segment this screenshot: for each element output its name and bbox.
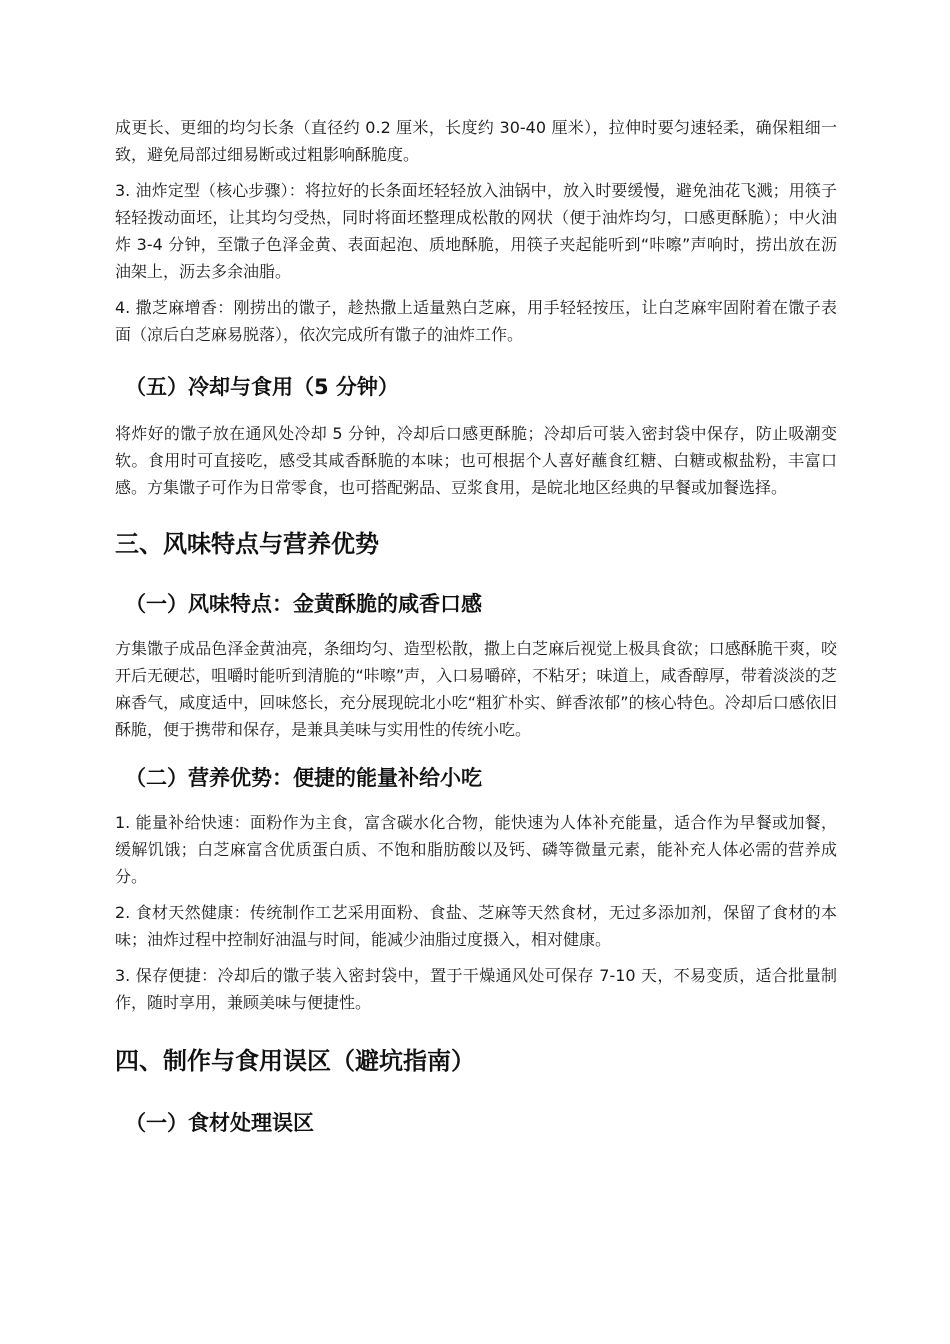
heading-ingredient-mistakes: （一）食材处理误区	[125, 1111, 314, 1135]
heading-flavor-features: （一）风味特点：金黄酥脆的咸香口感	[125, 592, 482, 616]
heading-nutrition-advantages: （二）营养优势：便捷的能量补给小吃	[125, 766, 482, 790]
list-item-storage: 3. 保存便捷：冷却后的馓子装入密封袋中，置于干燥通风处可保存 7-10 天，不易变质，适合批量制作，随时享用，兼顾美味与便捷性。	[115, 966, 837, 1012]
list-item-energy: 1. 能量补给快速：面粉作为主食，富含碳水化合物，能快速为人体补充能量，适合作为早餐或加餐，缓解饥饿；白芝麻富含优质蛋白质、不饱和脂肪酸以及钙、磷等微量元素，能补充人体必需的营养成分。	[115, 813, 837, 886]
paragraph-flavor-features: 方集馓子成品色泽金黄油亮，条细均匀、造型松散，撒上白芝麻后视觉上极具食欲；口感酥脆干爽，咬开后无硬芯，咀嚼时能听到清脆的“咔嚓”声，入口易嚼碎，不粘牙；味道上，咸香醇厚，带着淡淡的芝麻香气，咸度适中，回味悠长，充分展现皖北小吃“粗犷朴实、鲜香浓郁”的核心特色。冷却后口感依旧酥脆，便于携带和保存，是兼具美味与实用性的传统小吃。	[115, 639, 837, 739]
paragraph-cooling-serving: 将炸好的馓子放在通风处冷却 5 分钟，冷却后口感更酥脆；冷却后可装入密封袋中保存，防止吸潮变软。食用时可直接吃，感受其咸香酥脆的本味；也可根据个人喜好蘸食红糖、白糖或椒盐粉，丰富口感。方集馓子可作为日常零食，也可搭配粥品、豆浆食用，是皖北地区经典的早餐或加餐选择。	[115, 424, 837, 497]
paragraph-frying-step: 3. 油炸定型（核心步骤）：将拉好的长条面坯轻轻放入油锅中，放入时要缓慢，避免油花飞溅；用筷子轻轻拨动面坯，让其均匀受热，同时将面坯整理成松散的网状（便于油炸均匀，口感更酥脆）；中火油炸 3-4 分钟，至馓子色泽金黄、表面起泡、质地酥脆，用筷子夹起能听到“咔嚓”声响时，捞出放在沥油架上，沥去多余油脂。	[115, 181, 837, 281]
list-item-natural-ingredients: 2. 食材天然健康：传统制作工艺采用面粉、食盐、芝麻等天然食材，无过多添加剂，保留了食材的本味；油炸过程中控制好油温与时间，能减少油脂过度摄入，相对健康。	[115, 903, 837, 949]
paragraph-sesame-step: 4. 撒芝麻增香：刚捞出的馓子，趁热撒上适量熟白芝麻，用手轻轻按压，让白芝麻牢固附着在馓子表面（凉后白芝麻易脱落），依次完成所有馓子的油炸工作。	[115, 298, 837, 344]
heading-flavor-nutrition: 三、风味特点与营养优势	[115, 530, 379, 558]
paragraph-stretch-dough: 成更长、更细的均匀长条（直径约 0.2 厘米，长度约 30-40 厘米），拉伸时要匀速轻柔，确保粗细一致，避免局部过细易断或过粗影响酥脆度。	[115, 118, 837, 164]
heading-cooling-serving: （五）冷却与食用（5 分钟）	[125, 375, 399, 399]
heading-mistakes-guide: 四、制作与食用误区（避坑指南）	[115, 1047, 475, 1075]
document-page	[115, 114, 837, 1138]
